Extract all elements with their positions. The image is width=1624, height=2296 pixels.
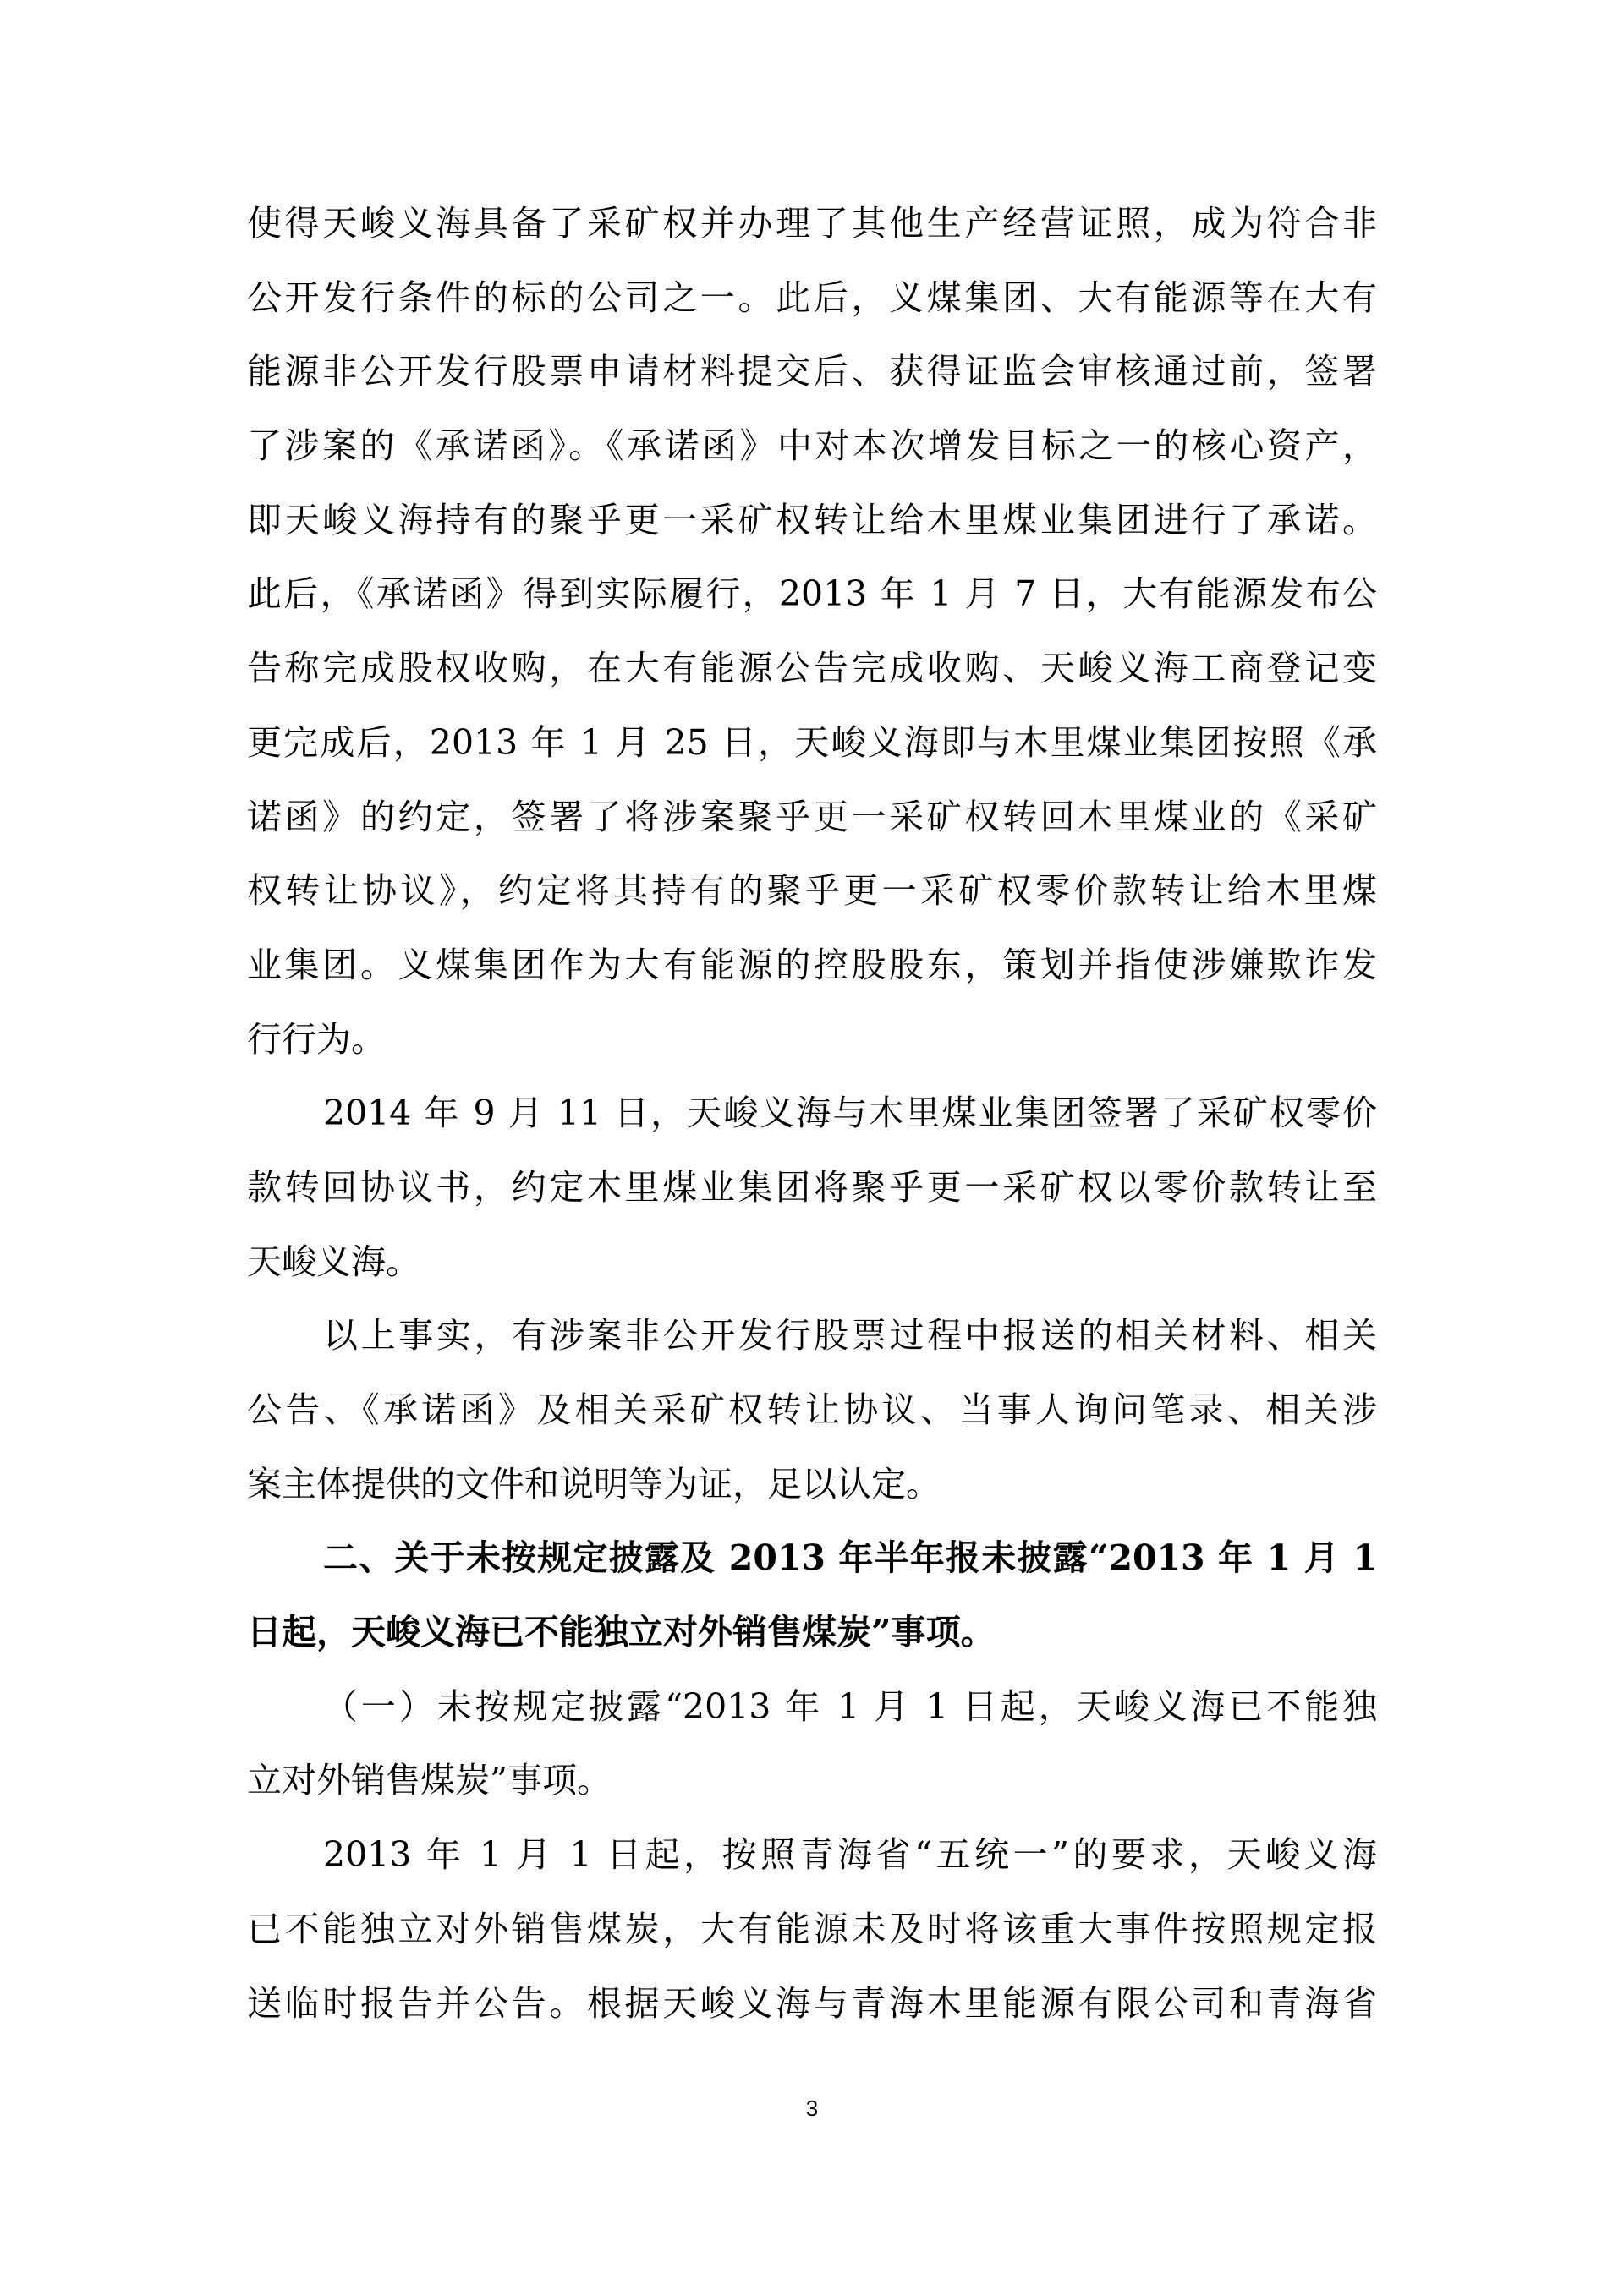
text-line: 了涉案的《承诺函》。《承诺函》中对本次增发目标之一的核心资产， [247, 425, 1377, 467]
section-heading: 二、关于未按规定披露及 2013 年半年报未披露“2013 年 1 月 1 [323, 1537, 1377, 1579]
text-line: 业集团。义煤集团作为大有能源的控股股东，策划并指使涉嫌欺诈发 [247, 944, 1377, 985]
text-line: 天峻义海。 [247, 1241, 420, 1282]
paragraph-first-line: 以上事实，有涉案非公开发行股票过程中报送的相关材料、相关 [323, 1315, 1377, 1356]
text-line: 案主体提供的文件和说明等为证，足以认定。 [247, 1463, 941, 1504]
text-line: 权转让协议》，约定将其持有的聚乎更一采矿权零价款转让给木里煤 [247, 870, 1377, 912]
section-heading: 日起，天峻义海已不能独立对外销售煤炭”事项。 [247, 1612, 996, 1653]
document-body [247, 198, 1377, 2052]
text-line: 能源非公开发行股票申请材料提交后、获得证监会审核通过前，签署 [247, 351, 1377, 392]
paragraph-first-line: 2013 年 1 月 1 日起，按照青海省“五统一”的要求，天峻义海 [323, 1834, 1377, 1876]
text-line: 此后，《承诺函》得到实际履行，2013 年 1 月 7 日，大有能源发布公 [247, 573, 1377, 615]
text-line: 公告、《承诺函》及相关采矿权转让协议、当事人询问笔录、相关涉 [247, 1389, 1377, 1430]
text-line: 诺函》的约定，签署了将涉案聚乎更一采矿权转回木里煤业的《采矿 [247, 796, 1377, 837]
subsection-heading: （一）未按规定披露“2013 年 1 月 1 日起，天峻义海已不能独 [323, 1685, 1377, 1727]
text-line: 送临时报告并公告。根据天峻义海与青海木里能源有限公司和青海省 [247, 1982, 1377, 2024]
subsection-heading: 立对外销售煤炭”事项。 [247, 1760, 612, 1801]
text-line: 已不能独立对外销售煤炭，大有能源未及时将该重大事件按照规定报 [247, 1908, 1377, 1949]
text-line: 更完成后，2013 年 1 月 25 日，天峻义海即与木里煤业集团按照《承 [247, 721, 1377, 763]
paragraph-first-line: 2014 年 9 月 11 日，天峻义海与木里煤业集团签署了采矿权零价 [323, 1093, 1377, 1134]
text-line: 公开发行条件的标的公司之一。此后，义煤集团、大有能源等在大有 [247, 277, 1377, 318]
text-line: 使得天峻义海具备了采矿权并办理了其他生产经营证照，成为符合非 [247, 203, 1377, 244]
page-number: 3 [805, 2096, 819, 2121]
text-line: 款转回协议书，约定木里煤业集团将聚乎更一采矿权以零价款转让至 [247, 1166, 1377, 1208]
text-line: 即天峻义海持有的聚乎更一采矿权转让给木里煤业集团进行了承诺。 [247, 499, 1377, 540]
text-line: 行行为。 [247, 1018, 386, 1060]
text-line: 告称完成股权收购，在大有能源公告完成收购、天峻义海工商登记变 [247, 648, 1377, 689]
